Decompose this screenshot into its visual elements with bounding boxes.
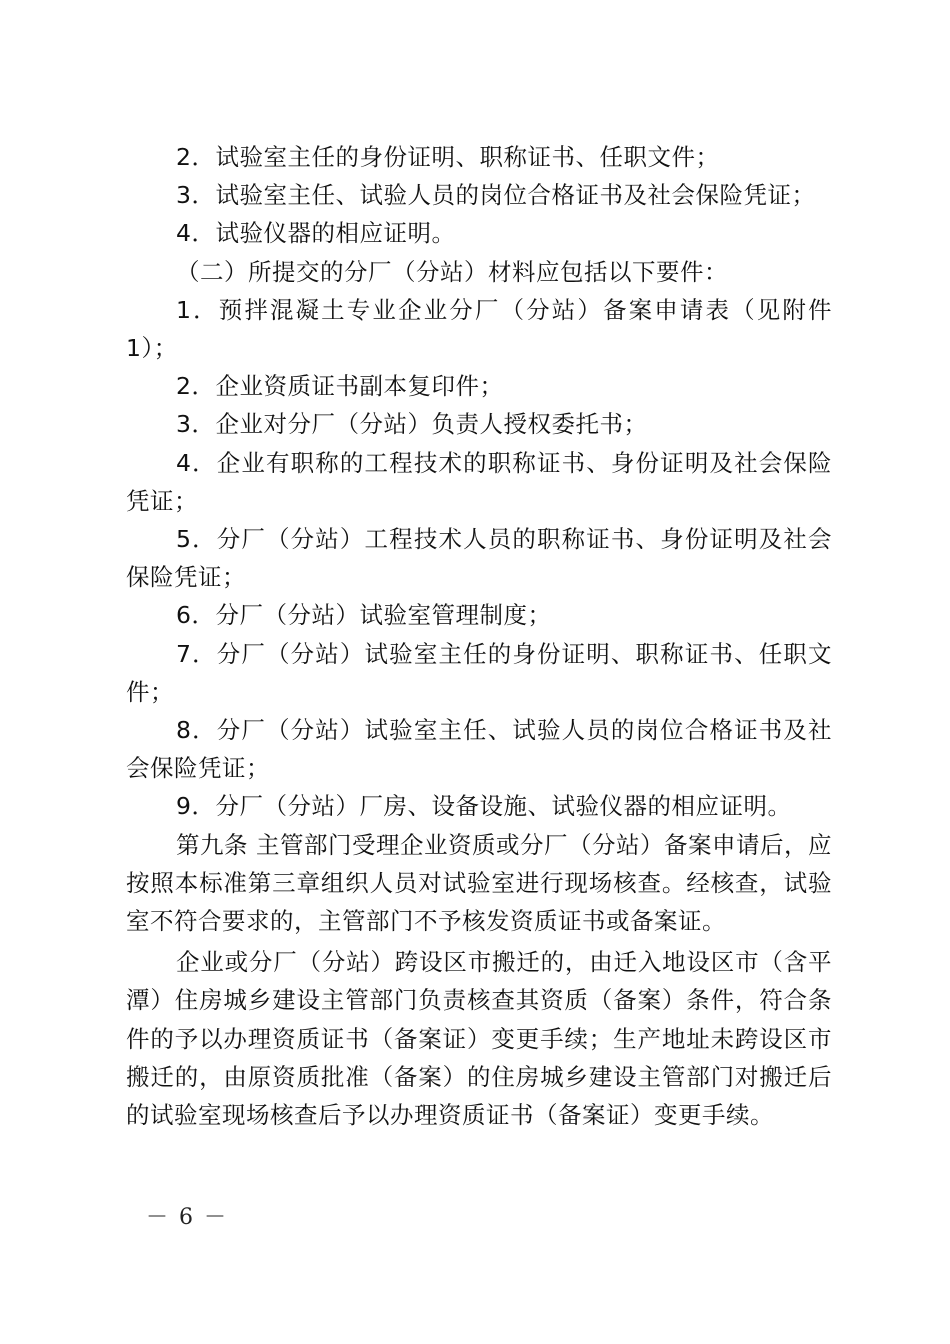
paragraph: 4．企业有职称的工程技术的职称证书、身份证明及社会保险凭证； <box>126 448 832 515</box>
paragraph: 8．分厂（分站）试验室主任、试验人员的岗位合格证书及社会保险凭证； <box>126 716 832 783</box>
document-body <box>126 138 832 1134</box>
relocation-paragraph: 企业或分厂（分站）跨设区市搬迁的，由迁入地设区市（含平潭）住房城乡建设主管部门负责核查其资质（备案）条件，符合条件的予以办理资质证书（备案证）变更手续；生产地址未跨设区市搬迁的，由原资质批准（备案）的住房城乡建设主管部门对搬迁后的试验室现场核查后予以办理资质证书（备案证）变更手续。 <box>126 948 832 1130</box>
paragraph: 6．分厂（分站）试验室管理制度； <box>176 601 552 630</box>
paragraph: 7．分厂（分站）试验室主任的身份证明、职称证书、任职文件； <box>126 639 832 706</box>
paragraph: 2．试验室主任的身份证明、职称证书、任职文件； <box>176 143 720 171</box>
paragraph: 4．试验仪器的相应证明。 <box>176 219 456 248</box>
paragraph: （二）所提交的分厂（分站）材料应包括以下要件： <box>176 257 728 286</box>
article-nine-paragraph: 第九条 主管部门受理企业资质或分厂（分站）备案申请后，应按照本标准第三章组织人员对试验室进行现场核查。经核查，试验室不符合要求的，主管部门不予核发资质证书或备案证。 <box>126 830 832 936</box>
paragraph: 9．分厂（分站）厂房、设备设施、试验仪器的相应证明。 <box>176 792 792 821</box>
paragraph: 3．企业对分厂（分站）负责人授权委托书； <box>176 410 648 439</box>
paragraph: 3．试验室主任、试验人员的岗位合格证书及社会保险凭证； <box>176 181 816 210</box>
paragraph: 2．企业资质证书副本复印件； <box>176 372 504 401</box>
paragraph: 5．分厂（分站）工程技术人员的职称证书、身份证明及社会保险凭证； <box>126 525 832 592</box>
paragraph: 1．预拌混凝土专业企业分厂（分站）备案申请表（见附件1）； <box>126 295 832 363</box>
page-number: － 6 － <box>146 1205 228 1230</box>
